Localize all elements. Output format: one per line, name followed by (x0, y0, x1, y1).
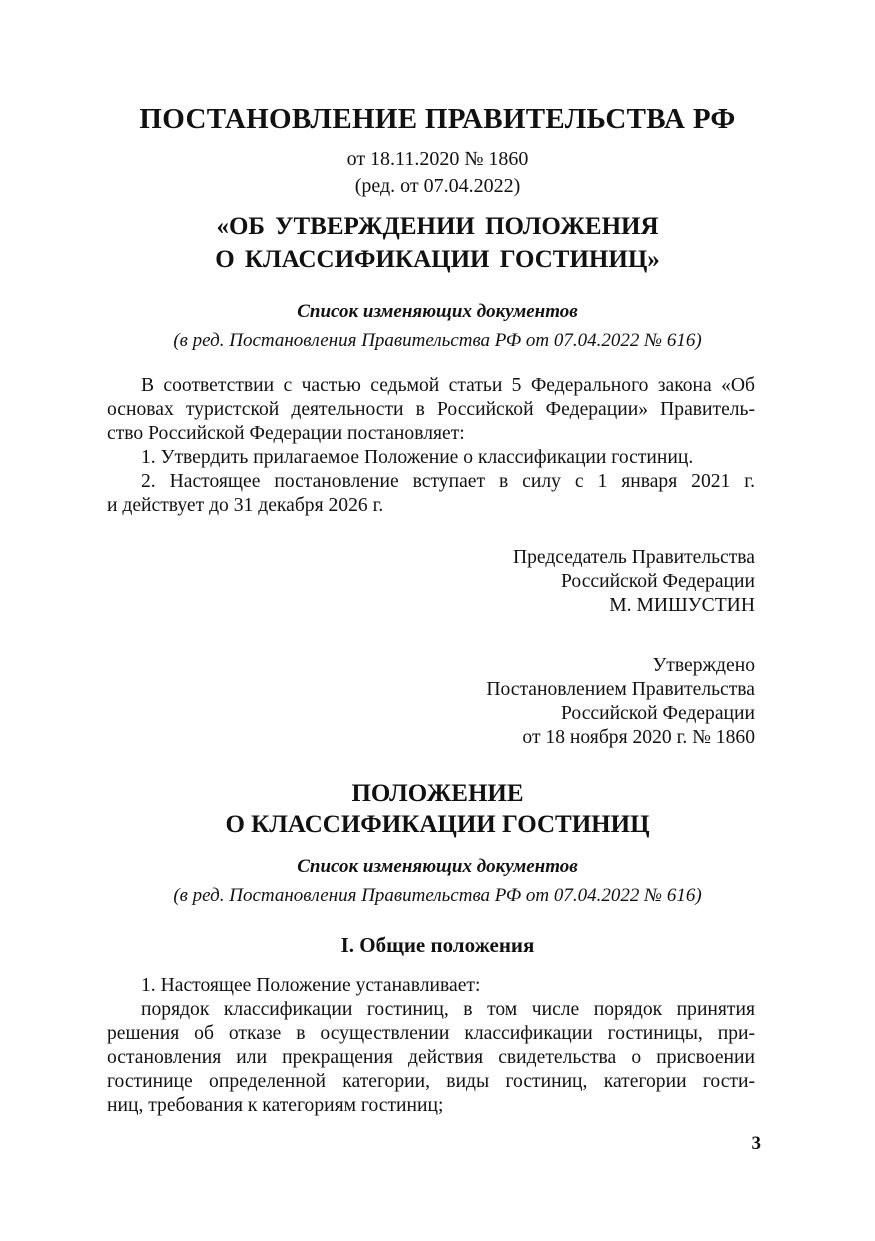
section-para-line-5: ниц, требования к категориям гостиниц; (107, 1095, 444, 1116)
approval-line-4: от 18 ноября 2020 г. № 1860 (522, 727, 755, 748)
regulation-title-line-1: ПОЛОЖЕНИЕ (351, 780, 524, 807)
section-para-line-1: порядок классификации гостиниц, в том числе порядок принятия (141, 999, 755, 1020)
section-para-line-4: гостинице определенной категории, виды гостиниц, категории гости- (107, 1071, 755, 1092)
document-date: от 18.11.2020 № 1860 (346, 148, 529, 170)
preamble-line-3: ство Российской Федерации постановляет: (107, 423, 465, 444)
document-subject-line-2: О КЛАССИФИКАЦИИ ГОСТИНИЦ» (215, 246, 660, 273)
approval-line-3: Российской Федерации (561, 703, 755, 724)
section-heading: I. Общие положения (340, 933, 535, 957)
approval-line-2: Постановлением Правительства (486, 679, 755, 700)
section-para-line-2: решения об отказе в осуществлении классификации гостиницы, при- (107, 1023, 755, 1044)
document-subject-line-1: «ОБ УТВЕРЖДЕНИИ ПОЛОЖЕНИЯ (216, 213, 659, 240)
approval-line-1: Утверждено (652, 655, 755, 676)
amendments-text: (в ред. Постановления Правительства РФ от 07.04.2022 № 616) (173, 330, 702, 351)
page-number: 3 (751, 1133, 761, 1154)
signature-name: М. МИШУСТИН (609, 595, 755, 616)
regulation-title-line-2: О КЛАССИФИКАЦИИ ГОСТИНИЦ (225, 811, 650, 838)
signature-position-line-1: Председатель Правительства (512, 547, 755, 568)
document-edition: (ред. от 07.04.2022) (354, 175, 521, 197)
amendments-heading: Список изменяющих документов (297, 301, 578, 322)
signature-position-line-2: Российской Федерации (561, 571, 755, 592)
amendments-text-2: (в ред. Постановления Правительства РФ от 07.04.2022 № 616) (173, 885, 702, 906)
section-para-line-3: остановления или прекращения действия свидетельства о присвоении (107, 1047, 755, 1068)
amendments-heading-2: Список изменяющих документов (297, 856, 578, 877)
document-title: ПОСТАНОВЛЕНИЕ ПРАВИТЕЛЬСТВА РФ (139, 103, 736, 135)
preamble-item-1: 1. Утвердить прилагаемое Положение о классификации гостиниц. (141, 447, 694, 468)
section-item-1: 1. Настоящее Положение устанавливает: (141, 975, 481, 996)
preamble-line-2: основах туристской деятельности в Российской Федерации» Правитель- (107, 399, 755, 420)
preamble-item-2-line-1: 2. Настоящее постановление вступает в силу с 1 января 2021 г. (141, 471, 755, 492)
preamble-line-1: В соответствии с частью седьмой статьи 5 Федерального закона «Об (141, 375, 755, 396)
preamble-item-2-line-2: и действует до 31 декабря 2026 г. (107, 495, 384, 516)
